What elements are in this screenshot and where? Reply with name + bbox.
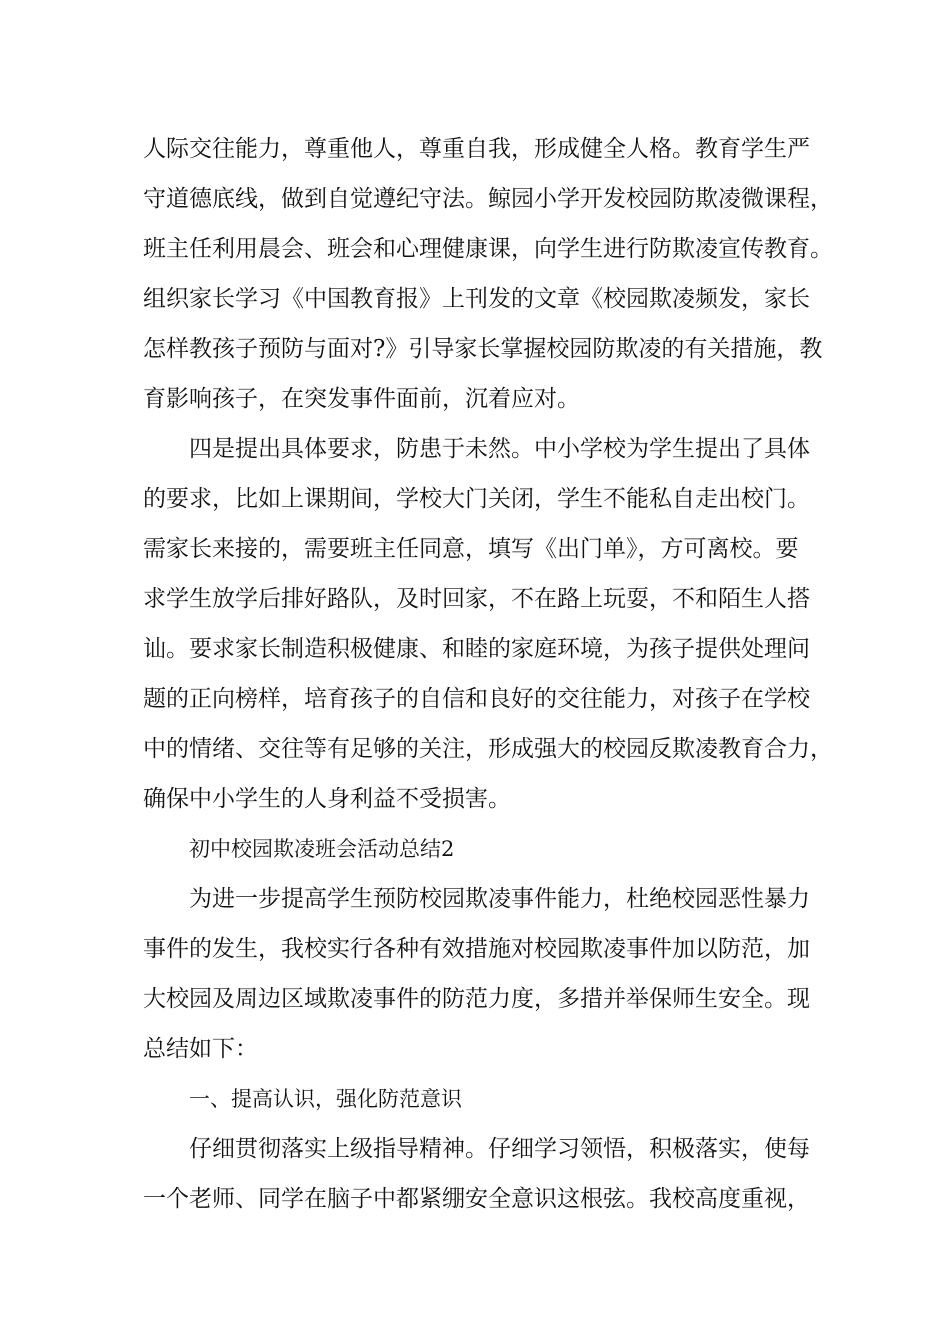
text-line: 总结如下： (143, 1036, 258, 1062)
text-line: 仔细贯彻落实上级指导精神。仔细学习领悟，积极落实，使每 (189, 1136, 810, 1162)
text-line: 事件的发生，我校实行各种有效措施对校园欺凌事件加以防范，加 (143, 936, 810, 962)
section-heading: 初中校园欺凌班会活动总结2 (189, 837, 455, 861)
text-line: 讪。要求家长制造积极健康、和睦的家庭环境，为孩子提供处理问 (143, 636, 810, 662)
text-line: 为进一步提高学生预防校园欺凌事件能力，杜绝校园恶性暴力 (189, 886, 810, 912)
text-line: 怎样教孩子预防与面对?》引导家长掌握校园防欺凌的有关措施，教 (143, 336, 823, 362)
text-line: 班主任利用晨会、班会和心理健康课，向学生进行防欺凌宣传教育。 (143, 236, 833, 262)
text-line: 守道德底线，做到自觉遵纪守法。鲸园小学开发校园防欺凌微课程， (143, 186, 833, 212)
text-line: 中的情绪、交往等有足够的关注，形成强大的校园反欺凌教育合力， (143, 736, 833, 762)
text-line: 题的正向榜样，培育孩子的自信和良好的交往能力，对孩子在学校 (143, 686, 810, 712)
text-line: 求学生放学后排好路队，及时回家，不在路上玩耍，不和陌生人搭 (143, 586, 810, 612)
text-line: 大校园及周边区域欺凌事件的防范力度，多措并举保师生安全。现 (143, 986, 810, 1012)
text-line: 需家长来接的，需要班主任同意，填写《出门单》，方可离校。要 (143, 536, 799, 562)
text-line: 育影响孩子，在突发事件面前，沉着应对。 (143, 386, 580, 412)
text-line: 人际交往能力，尊重他人，尊重自我，形成健全人格。教育学生严 (143, 136, 810, 162)
section-heading: 一、提高认识，强化防范意识 (189, 1087, 462, 1111)
text-line: 确保中小学生的人身利益不受损害。 (143, 786, 511, 812)
document-body (143, 124, 833, 1224)
text-line: 一个老师、同学在脑子中都紧绷安全意识这根弦。我校高度重视， (143, 1186, 810, 1212)
text-line: 组织家长学习《中国教育报》上刊发的文章《校园欺凌频发，家长 (143, 286, 810, 312)
text-line: 四是提出具体要求，防患于未然。中小学校为学生提出了具体 (189, 436, 810, 462)
text-line: 的要求，比如上课期间，学校大门关闭，学生不能私自走出校门。 (143, 486, 810, 512)
